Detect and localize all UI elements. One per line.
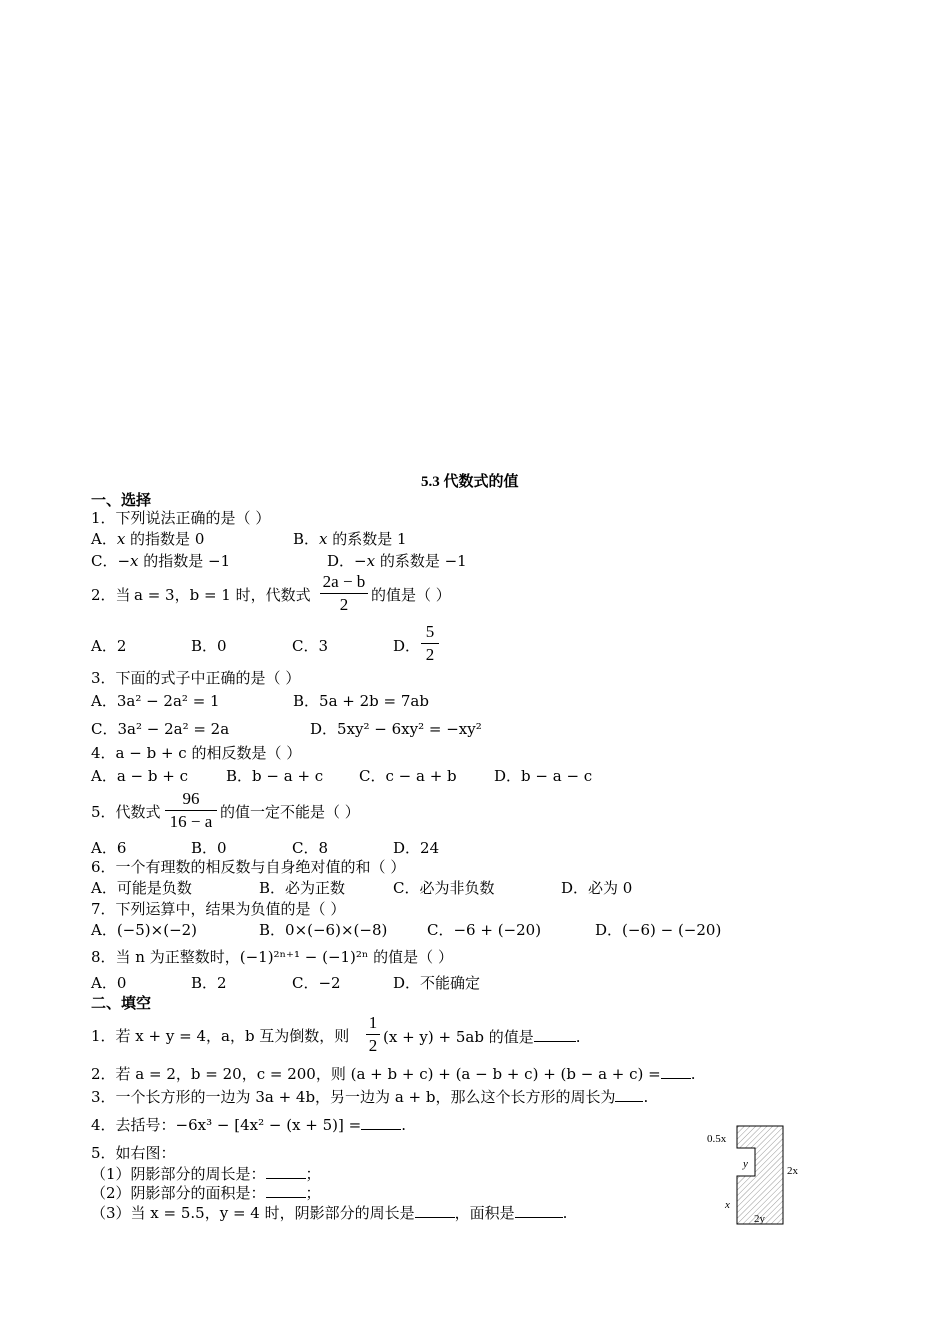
figure-label-x: x bbox=[725, 1199, 730, 1211]
f4-answer-blank[interactable] bbox=[361, 1115, 401, 1130]
f2-answer-blank[interactable] bbox=[661, 1064, 691, 1079]
shaded-region bbox=[737, 1126, 783, 1224]
f1-post-text: (x + y) + 5ab 的值是 bbox=[383, 1028, 534, 1046]
f5-part3-perimeter-blank[interactable] bbox=[415, 1203, 455, 1218]
q7-stem: 7．下列运算中，结果为负值的是（ ） bbox=[91, 900, 346, 918]
q2-option-c: C．3 bbox=[292, 637, 329, 655]
q7-option-a: A．(−5)×(−2) bbox=[91, 921, 198, 939]
page-title: 5.3 代数式的值 bbox=[421, 474, 519, 490]
q5-fraction-denominator: 16 − a bbox=[169, 812, 213, 831]
q3-option-b: B．5a + 2b = 7ab bbox=[293, 692, 429, 710]
q8-option-a: A．0 bbox=[91, 974, 127, 992]
f5-part1-end: ； bbox=[305, 1165, 321, 1183]
f2-end: . bbox=[690, 1065, 696, 1083]
f1-answer-blank[interactable] bbox=[534, 1027, 576, 1042]
q3-option-d: D．5xy² − 6xy² = −xy² bbox=[310, 720, 482, 738]
f5-stem: 5．如右图： bbox=[91, 1144, 176, 1162]
q2-stem-post: 的值是（ ） bbox=[371, 586, 451, 604]
q2-option-a: A．2 bbox=[91, 637, 127, 655]
q2-fraction-denominator: 2 bbox=[339, 595, 349, 614]
q2-d-denominator: 2 bbox=[425, 645, 435, 664]
q2-condition: a = 3，b = 1 时，代数式 bbox=[134, 586, 311, 604]
q2-d-numerator: 5 bbox=[425, 622, 435, 641]
q8-option-b: B．2 bbox=[191, 974, 227, 992]
q1-option-b: B．𝑥 的系数是 1 bbox=[293, 530, 407, 548]
q4-option-b: B．b − a + c bbox=[226, 767, 324, 785]
q5-fraction-numerator: 96 bbox=[182, 789, 200, 808]
figure-label-bottom: 2y bbox=[754, 1213, 765, 1225]
q6-option-b: B．必为正数 bbox=[259, 879, 346, 897]
f3-answer-blank[interactable] bbox=[615, 1087, 643, 1102]
f4-line bbox=[91, 1115, 406, 1134]
shaded-figure bbox=[703, 1122, 813, 1232]
f4-text: 4．去括号：−6x³ − [4x² − (x + 5)] = bbox=[91, 1116, 362, 1134]
q7-option-d: D．(−6) − (−20) bbox=[595, 921, 722, 939]
q3-stem: 3．下面的式子中正确的是（ ） bbox=[91, 669, 301, 687]
q7-option-b: B．0×(−6)×(−8) bbox=[259, 921, 388, 939]
q4-option-d: D．b − a − c bbox=[494, 767, 593, 785]
f1-fraction-numerator: 1 bbox=[368, 1013, 378, 1032]
q2-fraction bbox=[320, 572, 368, 615]
q6-stem: 6．一个有理数的相反数与自身绝对值的和（ ） bbox=[91, 858, 406, 876]
q2-option-d-fraction bbox=[421, 622, 439, 665]
q5-stem-post: 的值一定不能是（ ） bbox=[220, 803, 360, 821]
q5-fraction bbox=[165, 789, 217, 832]
f2-text: 2．若 a = 2，b = 20，c = 200，则 (a + b + c) + (a − b + c) + (b − a + c) = bbox=[91, 1065, 661, 1083]
q5-option-c: C．8 bbox=[292, 839, 329, 857]
q5-option-b: B．0 bbox=[191, 839, 227, 857]
q8-option-d: D．不能确定 bbox=[393, 974, 481, 992]
f1-end: . bbox=[575, 1028, 581, 1046]
q3-option-a: A．3a² − 2a² = 1 bbox=[91, 692, 220, 710]
q6-option-d: D．必为 0 bbox=[561, 879, 633, 897]
f5-part2-end: ； bbox=[305, 1184, 321, 1202]
q4-option-a: A．a − b + c bbox=[91, 767, 188, 785]
f5-part1-text: （1）阴影部分的周长是： bbox=[91, 1165, 266, 1183]
figure-label-y: y bbox=[743, 1158, 748, 1170]
fraction-bar bbox=[421, 643, 439, 644]
q2-stem-pre: 2．当 bbox=[91, 586, 131, 604]
f1-pre: 1．若 x + y = 4，a，b 互为倒数，则 bbox=[91, 1027, 350, 1045]
q8-stem: 8．当 n 为正整数时，(−1)²ⁿ⁺¹ − (−1)²ⁿ 的值是（ ） bbox=[91, 948, 453, 966]
q2-option-d-label: D． bbox=[393, 637, 421, 655]
f4-end: . bbox=[401, 1116, 406, 1134]
f5-part2 bbox=[91, 1183, 321, 1202]
f1-fraction bbox=[366, 1013, 380, 1056]
fraction-bar bbox=[320, 593, 368, 594]
q4-stem: 4．a − b + c 的相反数是（ ） bbox=[91, 744, 302, 762]
q3-option-c: C．3a² − 2a² = 2a bbox=[91, 720, 230, 738]
q2-fraction-numerator: 2a − b bbox=[322, 572, 366, 591]
section-fill-heading: 二、填空 bbox=[91, 994, 152, 1012]
f1-post bbox=[383, 1027, 581, 1046]
q7-option-c: C．−6 + (−20) bbox=[427, 921, 542, 939]
fraction-bar bbox=[165, 810, 217, 811]
f5-part2-text: （2）阴影部分的面积是： bbox=[91, 1184, 266, 1202]
f1-fraction-denominator: 2 bbox=[368, 1036, 378, 1055]
q5-option-d: D．24 bbox=[393, 839, 440, 857]
f5-part3-end: . bbox=[562, 1204, 568, 1222]
fraction-bar bbox=[366, 1034, 380, 1035]
f5-part2-blank[interactable] bbox=[266, 1183, 306, 1198]
f3-end: . bbox=[643, 1088, 649, 1106]
q6-option-a: A．可能是负数 bbox=[91, 879, 192, 897]
f5-part3-text-b: ，面积是 bbox=[454, 1204, 515, 1222]
q8-option-c: C．−2 bbox=[292, 974, 341, 992]
f5-part3-text-a: （3）当 x = 5.5，y = 4 时，阴影部分的周长是 bbox=[91, 1204, 415, 1222]
section-choice-heading: 一、选择 bbox=[91, 491, 152, 509]
f2-line bbox=[91, 1064, 696, 1083]
f3-line bbox=[91, 1087, 648, 1106]
q1-option-c: C．−𝑥 的指数是 −1 bbox=[91, 552, 231, 570]
q2-option-b: B．0 bbox=[191, 637, 227, 655]
q1-option-d: D．−𝑥 的系数是 −1 bbox=[327, 552, 467, 570]
q1-option-a: A．𝑥 的指数是 0 bbox=[91, 530, 205, 548]
q4-option-c: C．c − a + b bbox=[359, 767, 457, 785]
f5-part1 bbox=[91, 1164, 321, 1183]
q1-stem: 1．下列说法正确的是（ ） bbox=[91, 509, 271, 527]
f5-part1-blank[interactable] bbox=[266, 1164, 306, 1179]
f5-part3-area-blank[interactable] bbox=[515, 1203, 563, 1218]
f5-part3 bbox=[91, 1203, 567, 1222]
figure-label-top: 0.5x bbox=[707, 1133, 727, 1145]
q5-option-a: A．6 bbox=[91, 839, 127, 857]
f3-text: 3．一个长方形的一边为 3a + 4b，另一边为 a + b，那么这个长方形的周长为 bbox=[91, 1088, 616, 1106]
figure-label-right: 2x bbox=[787, 1165, 798, 1177]
q6-option-c: C．必为非负数 bbox=[393, 879, 495, 897]
q5-stem-pre: 5．代数式 bbox=[91, 803, 161, 821]
